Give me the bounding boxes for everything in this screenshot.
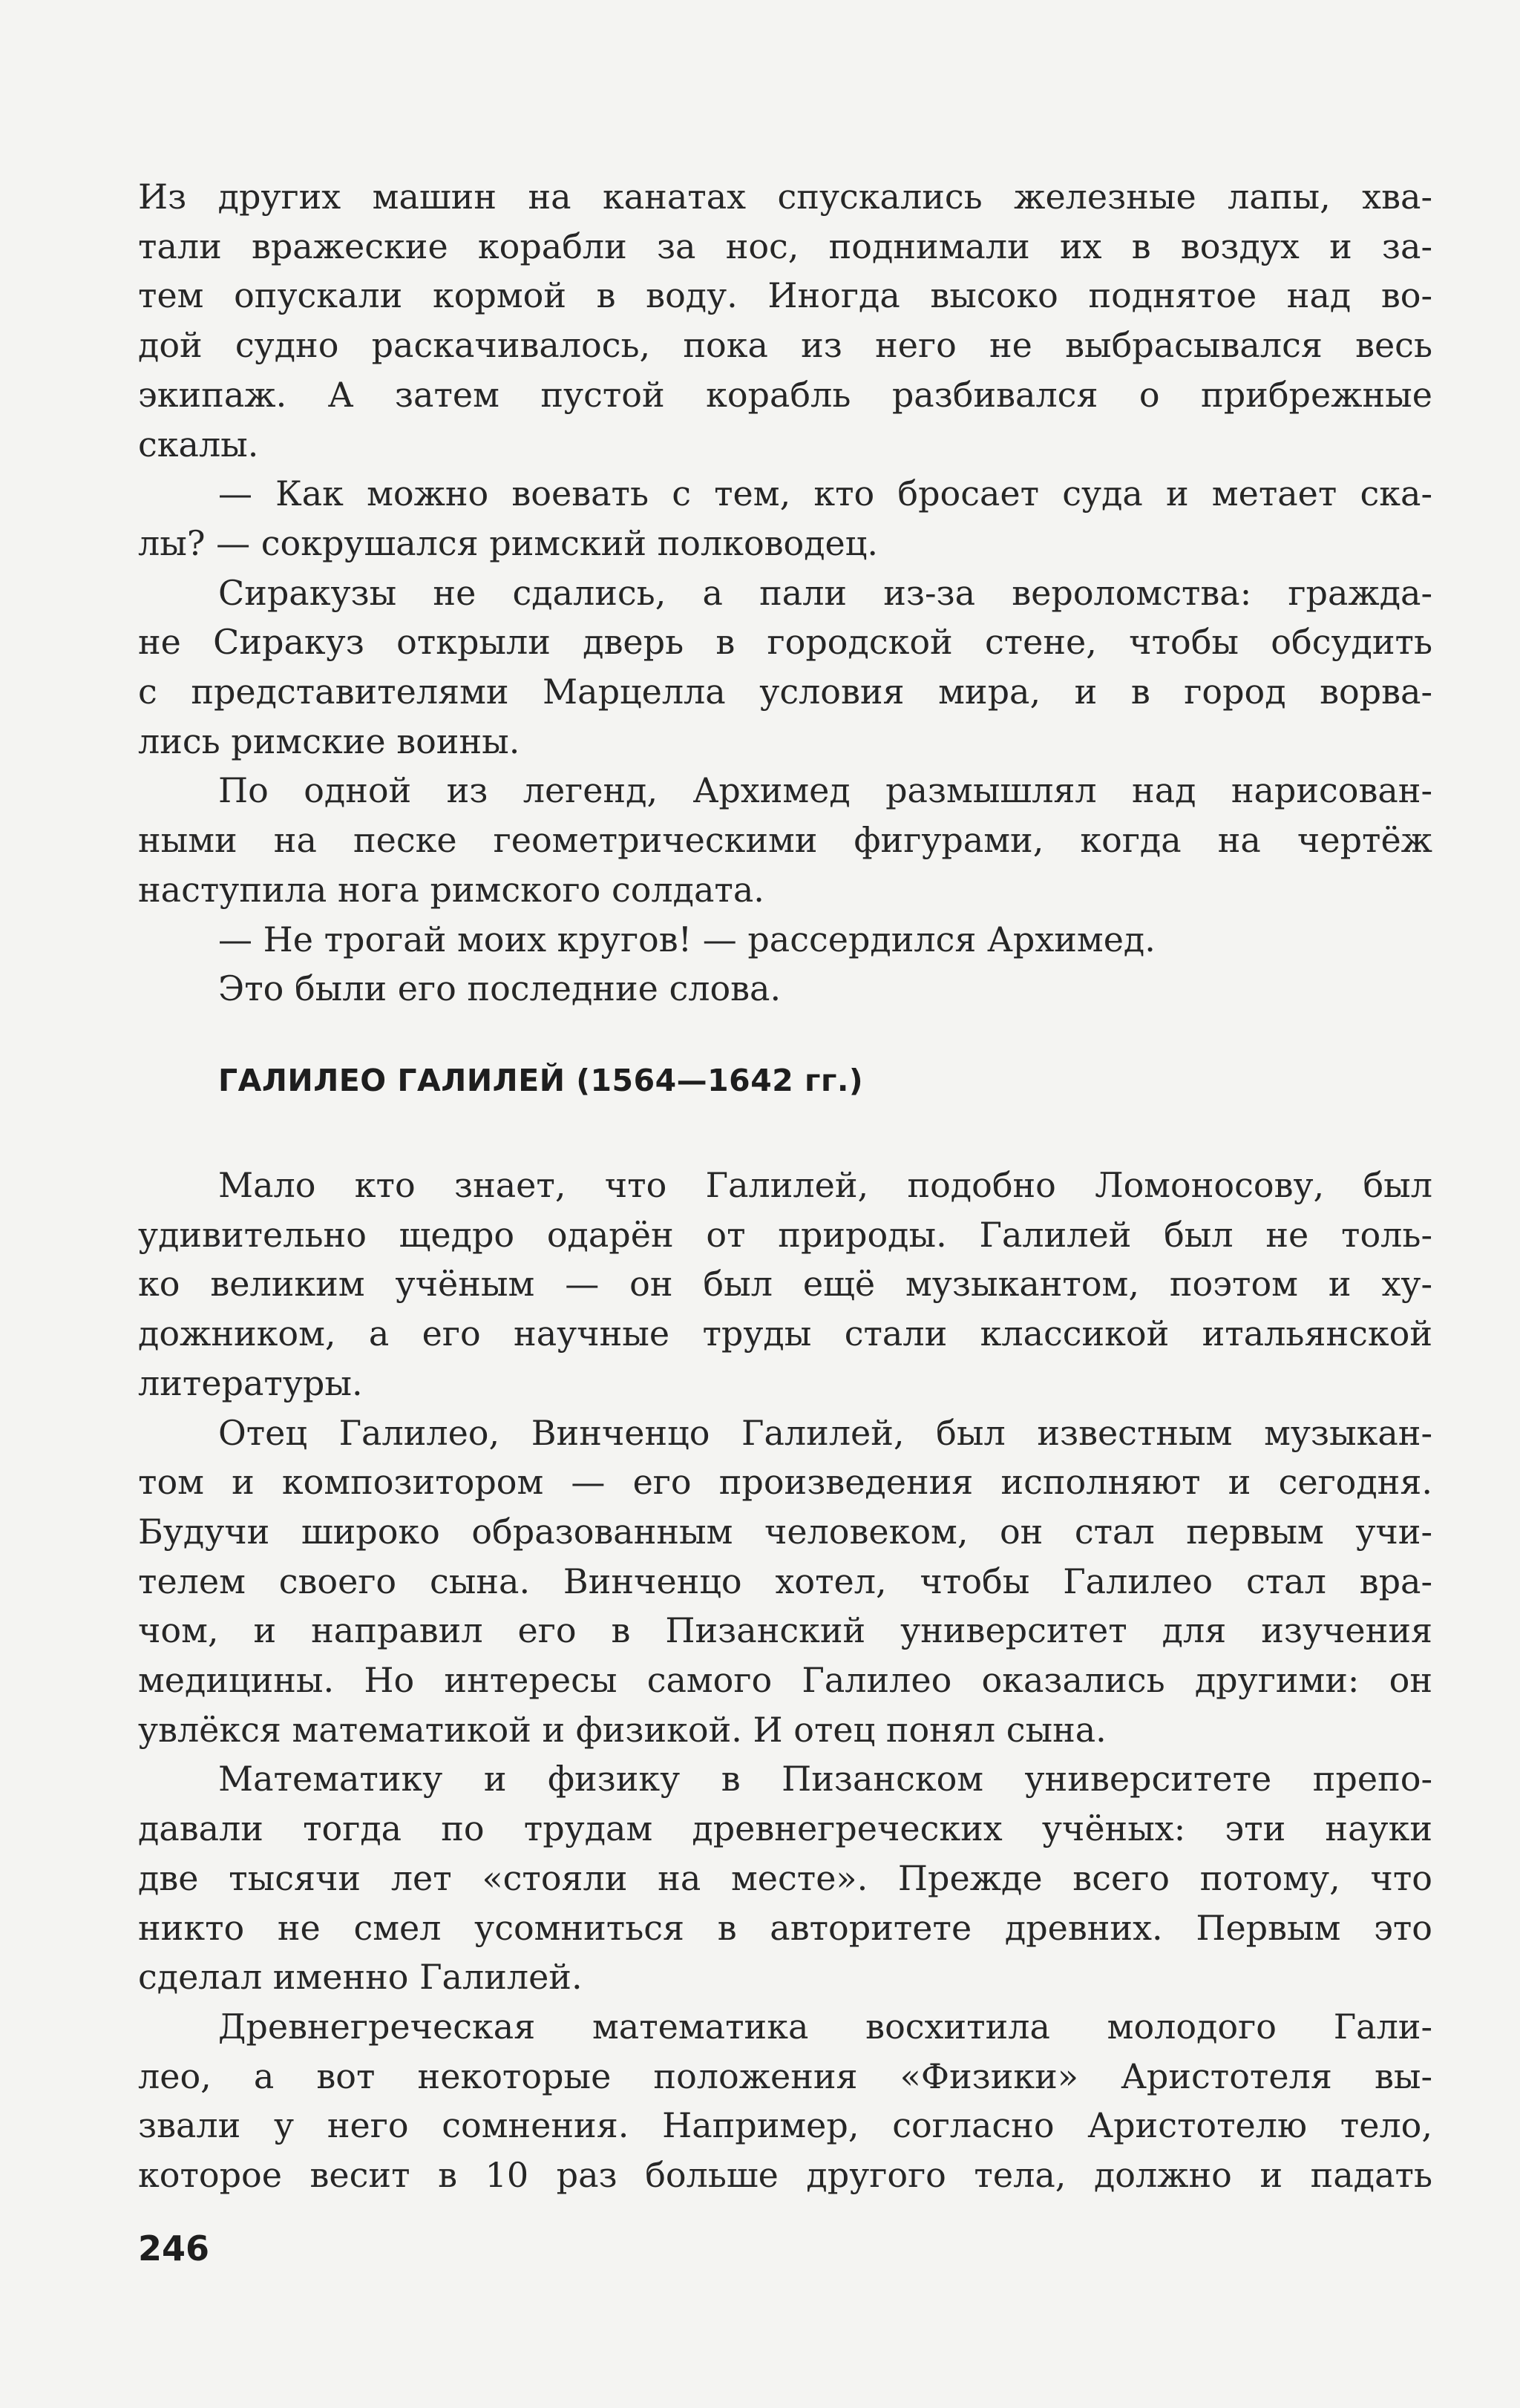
text-line: удивительно щедро одарён от природы. Галилей был не толь- [138, 1214, 1432, 1255]
text-line: ко великим учёным — он был ещё музыкантом, поэтом и ху- [138, 1264, 1432, 1305]
text-line: лись римские воины. [138, 721, 520, 761]
text-line: тали вражеские корабли за нос, поднимали их в воздух и за- [138, 226, 1432, 266]
text-line: никто не смел усомниться в авторитете древних. Первым это [138, 1907, 1432, 1948]
text-line: Древнегреческая математика восхитила молодого Гали- [218, 2006, 1432, 2047]
text-line: Это были его последние слова. [218, 968, 782, 1009]
text-line: давали тогда по трудам древнегреческих учёных: эти науки [138, 1808, 1432, 1849]
text-line: телем своего сына. Винченцо хотел, чтобы Галилео стал вра- [138, 1561, 1432, 1601]
text-line: с представителями Марцелла условия мира, и в город ворва- [138, 672, 1432, 712]
text-line: По одной из легенд, Архимед размышлял над нарисован- [218, 770, 1432, 811]
text-line: наступила нога римского солдата. [138, 869, 764, 910]
section-heading: ГАЛИЛЕО ГАЛИЛЕЙ (1564—1642 гг.) [218, 1063, 864, 1098]
page-number: 246 [138, 2228, 210, 2268]
text-line: две тысячи лет «стояли на месте». Прежде всего потому, что [138, 1857, 1432, 1898]
text-line: — Не трогай моих кругов! — рассердился Архимед. [218, 919, 1156, 959]
text-line: звали у него сомнения. Например, согласно Аристотелю тело, [138, 2105, 1432, 2146]
text-line: Сиракузы не сдались, а пали из-за вероломства: гражда- [218, 572, 1432, 613]
text-line: не Сиракуз открыли дверь в городской стене, чтобы обсудить [138, 622, 1432, 663]
text-line: дой судно раскачивалось, пока из него не выбрасывался весь [138, 325, 1432, 366]
text-line: скалы. [138, 424, 259, 465]
text-line: дожником, а его научные труды стали классикой итальянской [138, 1313, 1432, 1354]
text-block-archimedes [138, 172, 1432, 1014]
text-line: медицины. Но интересы самого Галилео оказались другими: он [138, 1660, 1432, 1701]
text-line: чом, и направил его в Пизанский университет для изучения [138, 1610, 1432, 1651]
text-line: Отец Галилео, Винченцо Галилей, был известным музыкан- [218, 1412, 1432, 1453]
text-line: том и композитором — его произведения исполняют и сегодня. [138, 1462, 1432, 1503]
text-line: Будучи широко образованным человеком, он стал первым учи- [138, 1511, 1432, 1552]
text-line: лео, а вот некоторые положения «Физики» Аристотеля вы- [138, 2056, 1432, 2096]
text-block-galileo [138, 1161, 1432, 2200]
text-line: литературы. [138, 1362, 363, 1403]
text-line: ными на песке геометрическими фигурами, когда на чертёж [138, 820, 1432, 861]
text-line: сделал именно Галилей. [138, 1957, 583, 1998]
text-line: увлёкся математикой и физикой. И отец понял сына. [138, 1709, 1107, 1750]
text-line: Из других машин на канатах спускались железные лапы, хва- [138, 177, 1432, 217]
text-line: лы? — сокрушался римский полководец. [138, 522, 878, 563]
text-line: которое весит в 10 раз больше другого тела, должно и падать [138, 2155, 1432, 2196]
text-line: экипаж. А затем пустой корабль разбивался о прибрежные [138, 374, 1432, 415]
text-line: тем опускали кормой в воду. Иногда высоко поднятое над во- [138, 275, 1432, 316]
text-line: Математику и физику в Пизанском университете препо- [218, 1759, 1432, 1800]
text-line: Мало кто знает, что Галилей, подобно Ломоносову, был [218, 1165, 1432, 1205]
text-line: — Как можно воевать с тем, кто бросает суда и метает ска- [218, 473, 1432, 514]
